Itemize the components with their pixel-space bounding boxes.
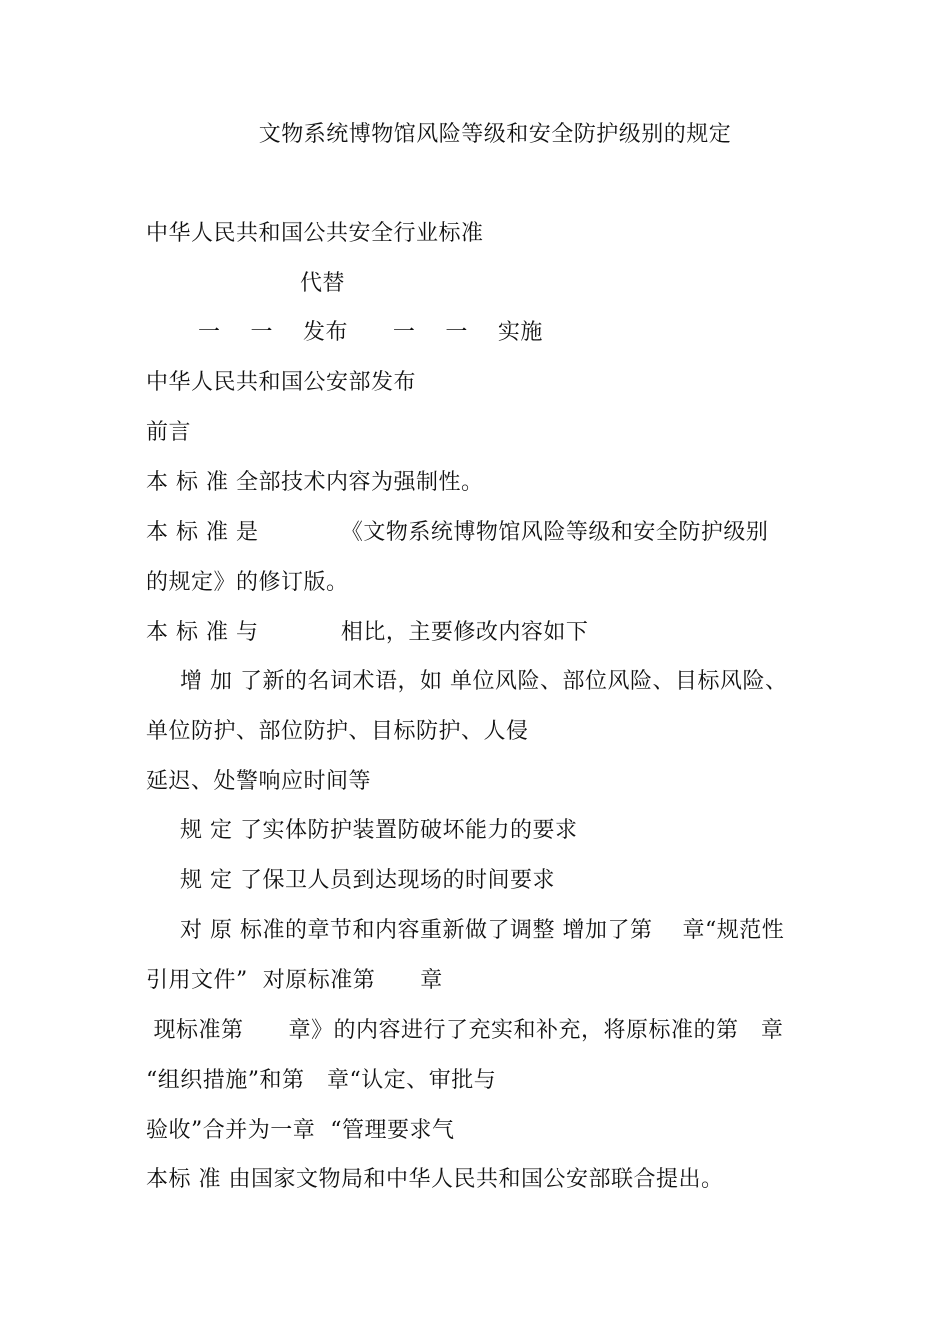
standard-category-line: 中华人民共和国公共安全行业标准 (146, 221, 484, 246)
paragraph-line-10: 对 原 标准的章节和内容重新做了调整 增加了第 章“规范性 (180, 918, 785, 943)
paragraph-line-5: 增 加 了新的名词术语，如 单位风险、部位风险、目标风险、 (180, 669, 788, 694)
paragraph-line-4: 本 标 准 与 相比，主要修改内容如下 (146, 620, 589, 645)
paragraph-line-11: 引用文件” 对原标准第 章 (146, 968, 443, 993)
paragraph-line-3: 的规定》的修订版。 (146, 570, 349, 595)
paragraph-line-7: 延迟、处警响应时间等 (146, 769, 372, 794)
paragraph-line-8: 规 定 了实体防护装置防破坏能力的要求 (180, 818, 578, 843)
publish-implement-line: 一 一 发布 一 一 实施 (198, 320, 543, 345)
paragraph-line-14: 验收”合并为一章 “管理要求气 (146, 1118, 455, 1143)
paragraph-line-6: 单位防护、部位防护、目标防护、人侵 (146, 719, 529, 744)
paragraph-line-2: 本 标 准 是 《文物系统博物馆风险等级和安全防护级别 (146, 520, 769, 545)
paragraph-line-13: “组织措施”和第 章“认定、审批与 (146, 1068, 497, 1093)
foreword-heading: 前言 (146, 420, 192, 445)
paragraph-line-9: 规 定 了保卫人员到达现场的时间要求 (180, 868, 555, 893)
document-title: 文物系统博物馆风险等级和安全防护级别的规定 (258, 122, 732, 147)
publisher-line: 中华人民共和国公安部发布 (146, 370, 417, 395)
paragraph-line-15: 本标 准 由国家文物局和中华人民共和国公安部联合提出。 (146, 1167, 724, 1192)
paragraph-line-12: 现标准第 章》的内容进行了充实和补充，将原标准的第 章 (146, 1018, 784, 1043)
paragraph-line-1: 本 标 准 全部技术内容为强制性。 (146, 470, 484, 495)
replaces-line: 代替 (300, 271, 346, 296)
